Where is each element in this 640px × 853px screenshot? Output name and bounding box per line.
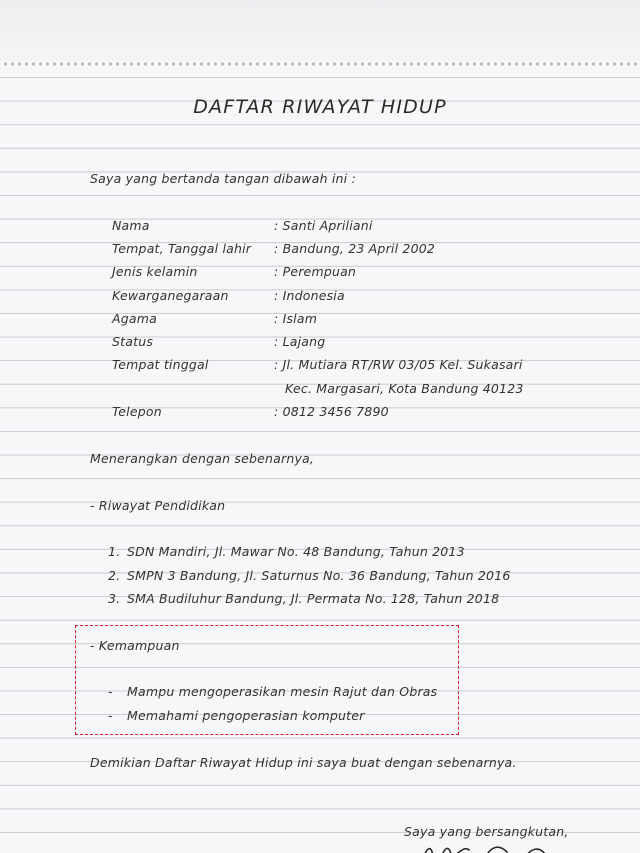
education-num-2: 2. (108, 568, 121, 583)
education-num-1: 1. (108, 544, 121, 559)
field-label-tempat-tinggal: Tempat tinggal (112, 357, 209, 372)
field-label-ttl: Tempat, Tanggal lahir (112, 241, 252, 256)
signature-mark (415, 840, 565, 853)
education-heading: - Riwayat Pendidikan (90, 498, 226, 513)
education-item-2: SMPN 3 Bandung, Jl. Saturnus No. 36 Bandung, Tahun 2016 (127, 568, 511, 583)
closing-text: Demikian Daftar Riwayat Hidup ini saya buat dengan sebenarnya. (90, 755, 517, 770)
field-value-ttl: : Bandung, 23 April 2002 (274, 241, 436, 256)
field-value-nama: : Santi Apriliani (274, 218, 373, 233)
skills-item-1: Mampu mengoperasikan mesin Rajut dan Obras (127, 684, 438, 699)
skills-item-2: Memahami pengoperasian komputer (127, 708, 365, 723)
education-item-1: SDN Mandiri, Jl. Mawar No. 48 Bandung, Tahun 2013 (127, 544, 465, 559)
field-value-tempat-tinggal: : Jl. Mutiara RT/RW 03/05 Kel. Sukasari (274, 357, 523, 372)
signoff-text: Saya yang bersangkutan, (404, 824, 569, 839)
field-value-telepon: : 0812 3456 7890 (274, 404, 389, 419)
education-item-3: SMA Budiluhur Bandung, Jl. Permata No. 128, Tahun 2018 (127, 591, 500, 606)
field-value-jenis-kelamin: : Perempuan (274, 264, 357, 279)
field-label-status: Status (112, 334, 154, 349)
education-num-3: 3. (108, 591, 121, 606)
field-value-status: : Lajang (274, 334, 326, 349)
field-value-address-cont: Kec. Margasari, Kota Bandung 40123 (285, 381, 524, 396)
declaration-text: Menerangkan dengan sebenarnya, (90, 451, 315, 466)
field-value-kewarganegaraan: : Indonesia (274, 288, 345, 303)
field-label-agama: Agama (112, 311, 157, 326)
intro-text: Saya yang bertanda tangan dibawah ini : (90, 171, 356, 186)
field-label-kewarganegaraan: Kewarganegaraan (112, 288, 229, 303)
skills-heading: - Kemampuan (90, 638, 180, 653)
skills-bullet-1: - (108, 684, 113, 699)
skills-bullet-2: - (108, 708, 113, 723)
field-label-jenis-kelamin: Jenis kelamin (112, 264, 198, 279)
document-title: DAFTAR RIWAYAT HIDUP (193, 96, 447, 118)
perforation-edge (0, 60, 640, 68)
field-value-agama: : Islam (274, 311, 318, 326)
field-label-nama: Nama (112, 218, 150, 233)
field-label-telepon: Telepon (112, 404, 162, 419)
